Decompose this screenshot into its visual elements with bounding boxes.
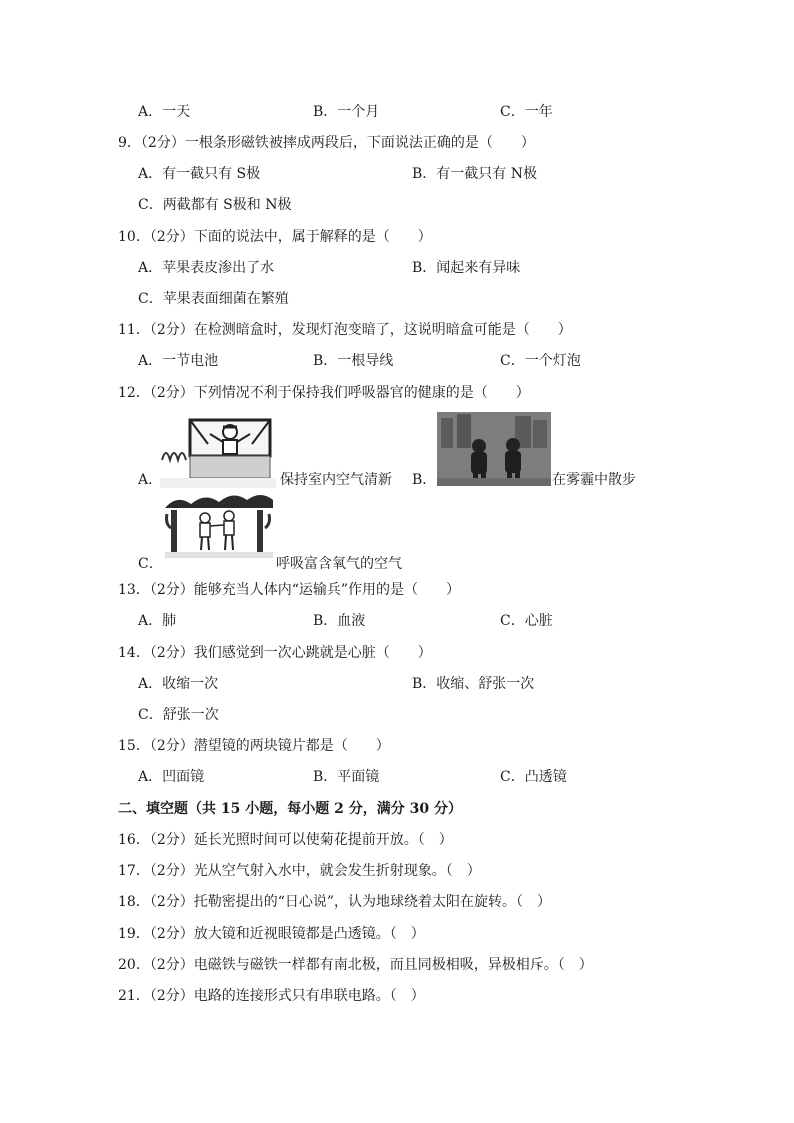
q13-option-b: B．血液: [313, 613, 366, 629]
q8-option-a: A．一天: [138, 104, 191, 120]
q15-option-a: A．凹面镜: [138, 769, 205, 785]
q18-statement: 18．（2分）托勒密提出的“日心说”，认为地球绕着太阳在旋转。（ ）: [118, 894, 552, 910]
q9-option-a: A．有一截只有 S极: [138, 166, 261, 182]
q11-option-a: A．一节电池: [138, 353, 219, 369]
q21-statement: 21．（2分）电路的连接形式只有串联电路。（ ）: [118, 988, 425, 1004]
q17-statement: 17．（2分）光从空气射入水中，就会发生折射现象。（ ）: [118, 863, 481, 879]
children-under-trees-illustration: [165, 494, 273, 558]
q19-statement: 19．（2分）放大镜和近视眼镜都是凸透镜。（ ）: [118, 926, 425, 942]
q12-option-c-letter: C．: [138, 556, 163, 572]
q11-stem: 11．（2分）在检测暗盒时，发现灯泡变暗了，这说明暗盒可能是（ ）: [118, 322, 572, 338]
q13-stem: 13．（2分）能够充当人体内“运输兵”作用的是（ ）: [118, 582, 461, 598]
q12-option-a-letter: A．: [138, 472, 163, 488]
q10-stem: 10．（2分）下面的说法中，属于解释的是（ ）: [118, 229, 432, 245]
q13-option-a: A．肺: [138, 613, 177, 629]
q9-stem: 9．（2分）一根条形磁铁被摔成两段后，下面说法正确的是（ ）: [118, 135, 535, 151]
q13-option-c: C．心脏: [500, 613, 553, 629]
q8-option-c: C．一年: [500, 104, 553, 120]
q16-statement: 16．（2分）延长光照时间可以使菊花提前开放。（ ）: [118, 832, 453, 848]
q12-option-c-text: 呼吸富含氧气的空气: [276, 556, 402, 572]
q10-option-c: C．苹果表面细菌在繁殖: [138, 291, 289, 307]
q14-option-b: B．收缩、舒张一次: [412, 676, 535, 692]
q15-stem: 15．（2分）潜望镜的两块镜片都是（ ）: [118, 738, 390, 754]
q12-stem: 12．（2分）下列情况不利于保持我们呼吸器官的健康的是（ ）: [118, 385, 530, 401]
q14-option-c: C．舒张一次: [138, 707, 219, 723]
q10-option-b: B．闻起来有异味: [412, 260, 521, 276]
q10-option-a: A．苹果表皮渗出了水: [138, 260, 275, 276]
smog-illustration: [437, 412, 551, 486]
q11-option-c: C．一个灯泡: [500, 353, 581, 369]
q14-option-a: A．收缩一次: [138, 676, 219, 692]
q11-option-b: B．一根导线: [313, 353, 394, 369]
q8-option-b: B．一个月: [313, 104, 380, 120]
q14-stem: 14．（2分）我们感觉到一次心跳就是心脏（ ）: [118, 645, 432, 661]
q12-option-b-letter: B．: [412, 472, 437, 488]
q15-option-c: C．凸透镜: [500, 769, 567, 785]
q12-option-b-text: 在雾霾中散步: [552, 472, 636, 488]
q20-statement: 20．（2分）电磁铁与磁铁一样都有南北极，而且同极相吸，异极相斥。（ ）: [118, 957, 593, 973]
q15-option-b: B．平面镜: [313, 769, 380, 785]
section-heading: 二、填空题（共 15 小题，每小题 2 分，满分 30 分）: [118, 801, 462, 817]
q12-option-a-text: 保持室内空气清新: [280, 472, 392, 488]
q9-option-c: C．两截都有 S极和 N极: [138, 197, 292, 213]
open-window-illustration: [160, 414, 276, 488]
q9-option-b: B．有一截只有 N极: [412, 166, 537, 182]
